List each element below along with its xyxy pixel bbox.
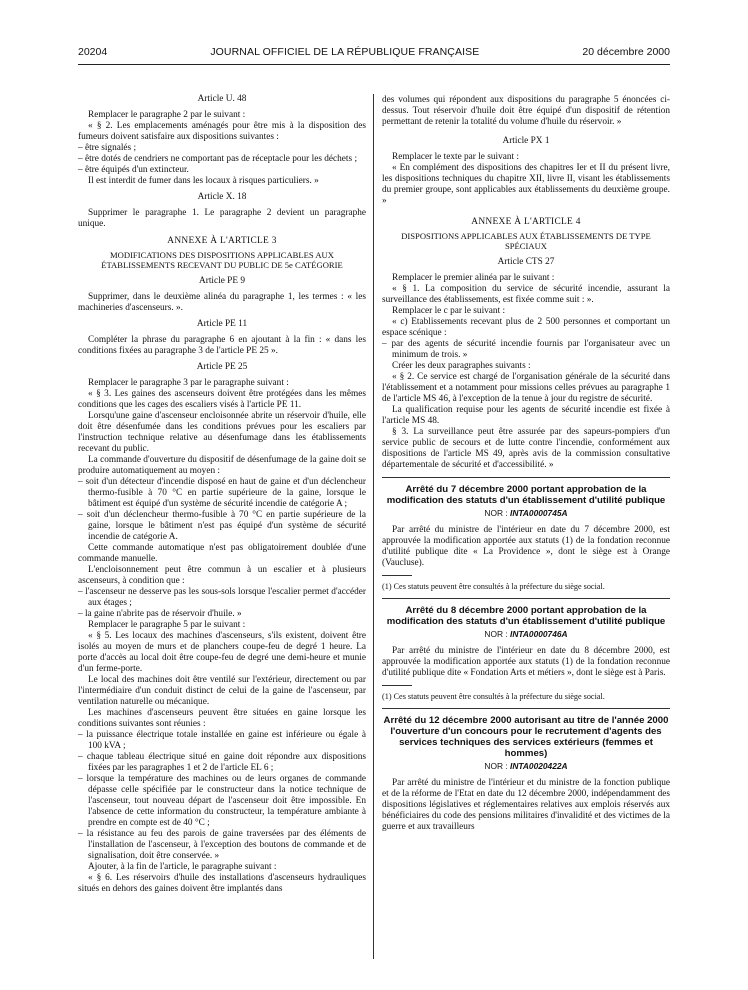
list-item: – l'ascenseur ne desserve pas les sous-sols lorsque l'escalier permet d'accéder aux étages ;	[78, 587, 366, 608]
paragraph: Par arrêté du ministre de l'intérieur en date du 8 décembre 2000, est approuvée la modification apportée aux statuts (1) de la fondation reconnue d'utilité publique dite « Fondation Arts et métiers », dont le siège est à Paris.	[382, 646, 670, 678]
paragraph: « § 1. La composition du service de sécurité incendie, assurant la surveillance des établissements, est fixée comme suit : ».	[382, 284, 670, 305]
list-item: – lorsque la température des machines ou de leurs organes de commande dépasse celle spécifiée par le constructeur dans la notice technique de l'ascenseur, tout nouveau départ de l'ascenseur doit être impossible. En l'absence de cette information du constructeur, la température ambiante à prendre en compte est de 40 °C ;	[78, 774, 366, 828]
list-item: – la puissance électrique totale installée en gaine est inférieure ou égale à 100 kVA ;	[78, 730, 366, 751]
nor-code: INTA0020422A	[510, 761, 568, 771]
footnote: (1) Ces statuts peuvent être consultés à la préfecture du siège social.	[382, 692, 605, 701]
page-number: 20204	[78, 46, 108, 58]
paragraph: La commande d'ouverture du dispositif de désenfumage de la gaine doit se produire automatiquement au moyen :	[78, 455, 366, 476]
arrete-2-title: Arrêté du 8 décembre 2000 portant approbation de la modification des statuts d'un établissement d'utilité publique	[386, 605, 666, 627]
column-divider	[373, 94, 374, 959]
paragraph: Le local des machines doit être ventilé sur l'extérieur, directement ou par l'intermédiaire d'un conduit distinct de celui de la gaine de l'ascenseur, par ventilation naturelle ou mécanique.	[78, 675, 366, 707]
paragraph: Créer les deux paragraphes suivants :	[392, 361, 531, 371]
paragraph: « § 6. Les réservoirs d'huile des installations d'ascenseurs hydrauliques situés en dehors des gaines doivent être implantés dans	[78, 873, 366, 894]
list-item: – être dotés de cendriers ne comportant pas de réceptacle pour les déchets ;	[78, 154, 358, 164]
nor-label: NOR :	[484, 508, 508, 518]
list-item: – soit d'un détecteur d'incendie disposé en haut de gaine et d'un déclencheur thermo-fusible à 70 °C en partie supérieure de la gaine, lorsque le bâtiment est équipé d'un système de sécurité incendie de catégorie A ;	[78, 477, 366, 509]
paragraph: Remplacer le texte par le suivant :	[392, 152, 520, 162]
paragraph: Par arrêté du ministre de l'intérieur en date du 7 décembre 2000, est approuvée la modification apportée aux statuts (1) de la fondation reconnue d'utilité publique dite « La Providence », dont le siège est à Orange (Vaucluse).	[382, 525, 670, 568]
header-rule	[78, 64, 670, 65]
arrete-1-title: Arrêté du 7 décembre 2000 portant approbation de la modification des statuts d'un établissement d'utilité publique	[386, 484, 666, 506]
list-item: – la résistance au feu des parois de gaine traversées par des éléments de l'installation de l'ascenseur, à l'exception des boutons de commande et de signalisation, doit être conservée. »	[78, 829, 366, 861]
section-separator	[382, 708, 670, 709]
section-separator	[382, 598, 670, 599]
article-pe25-title: Article PE 25	[196, 362, 248, 372]
paragraph: « § 5. Les locaux des machines d'ascenseurs, s'ils existent, doivent être isolés au moyen de murs et de planchers coupe-feu de degré 1 heure. La porte d'accès au local doit être coupe-feu de degré une demi-heure et munie d'un ferme-porte.	[78, 631, 366, 674]
paragraph: Il est interdit de fumer dans les locaux à risques particuliers. »	[88, 176, 319, 186]
list-item: – chaque tableau électrique situé en gaine doit répondre aux dispositions fixées par les paragraphes 1 et 2 de l'article EL 6 ;	[78, 752, 366, 773]
nor-label: NOR :	[484, 629, 508, 639]
page-header	[78, 46, 670, 62]
list-item: – par des agents de sécurité incendie fournis par l'organisateur avec un minimum de trois. »	[382, 339, 670, 360]
nor-code: INTA0000746A	[510, 629, 568, 639]
issue-date: 20 décembre 2000	[582, 46, 670, 58]
paragraph: « § 2. Ce service est chargé de l'organisation générale de la sécurité dans l'établissement et a notamment pour missions celles prévues au paragraphe 1 de l'article MS 46, à l'exception de la tenue à jour du registre de sécurité.	[382, 372, 670, 404]
paragraph: Par arrêté du ministre de l'intérieur et du ministre de la fonction publique et de la réforme de l'Etat en date du 12 décembre 2000, indépendamment des dispositions législatives et réglementaires relatives aux emplois réservés aux bénéficiaires du code des pensions militaires d'invalidité et des victimes de la guerre et aux travailleurs	[382, 778, 670, 832]
annexe-3-title: ANNEXE À L'ARTICLE 3	[167, 236, 277, 246]
paragraph: Les machines d'ascenseurs peuvent être situées en gaine lorsque les conditions suivantes sont réunies :	[78, 708, 366, 729]
paragraph: Lorsqu'une gaine d'ascenseur encloisonnée abrite un réservoir d'huile, elle doit être désenfumée dans les conditions prévues pour les escaliers par l'instruction technique relative au désenfumage dans les établissements recevant du public.	[78, 411, 366, 454]
article-x18-title: Article X. 18	[197, 192, 247, 202]
list-item: – être équipés d'un extincteur.	[78, 165, 189, 175]
nor-reference	[382, 761, 670, 772]
article-pe9-title: Article PE 9	[199, 276, 245, 286]
annexe-4-title: ANNEXE À L'ARTICLE 4	[471, 217, 581, 227]
nor-reference	[382, 508, 670, 519]
paragraph: L'encloisonnement peut être commun à un escalier et à plusieurs ascenseurs, à condition que :	[78, 565, 366, 586]
list-item: – être signalés ;	[78, 143, 137, 153]
arrete-3-title: Arrêté du 12 décembre 2000 autorisant au titre de l'année 2000 l'ouverture d'un concours pour le recrutement d'agents des services techniques des services extérieurs (femmes et hommes)	[383, 715, 669, 759]
footnote-rule	[382, 685, 412, 686]
paragraph: Supprimer, dans le deuxième alinéa du paragraphe 1, les termes : « les machineries d'ascenseurs. ».	[78, 292, 366, 313]
article-px1-title: Article PX 1	[502, 136, 550, 146]
right-column	[382, 95, 670, 833]
list-item: – soit d'un déclencheur thermo-fusible à 70 °C en partie supérieure de la gaine, lorsque le bâtiment n'est pas équipé d'un système de sécurité incendie de catégorie A.	[78, 510, 366, 542]
annexe-3-subtitle: MODIFICATIONS DES DISPOSITIONS APPLICABLES AUX ÉTABLISSEMENTS RECEVANT DU PUBLIC DE 5e CATÉGORIE	[101, 250, 343, 270]
footnote: (1) Ces statuts peuvent être consultés à la préfecture du siège social.	[382, 582, 605, 591]
left-column	[78, 94, 366, 895]
section-separator	[382, 477, 670, 478]
footnote-rule	[382, 575, 412, 576]
article-u48-title: Article U. 48	[197, 94, 247, 104]
paragraph: « § 3. Les gaines des ascenseurs doivent être protégées dans les mêmes conditions que les cages des escaliers visés à l'article PE 11.	[78, 389, 366, 410]
nor-label: NOR :	[484, 761, 508, 771]
paragraph: Remplacer le c par le suivant :	[392, 306, 506, 316]
article-pe11-title: Article PE 11	[196, 319, 248, 329]
paragraph: Remplacer le paragraphe 3 par le paragraphe suivant :	[88, 378, 289, 388]
paragraph: « § 2. Les emplacements aménagés pour être mis à la disposition des fumeurs doivent satisfaire aux dispositions suivantes :	[78, 121, 366, 142]
article-cts27-title: Article CTS 27	[497, 257, 555, 267]
nor-reference	[382, 629, 670, 640]
paragraph: Cette commande automatique n'est pas obligatoirement doublée d'une commande manuelle.	[78, 543, 366, 564]
paragraph: Supprimer le paragraphe 1. Le paragraphe 2 devient un paragraphe unique.	[78, 208, 366, 229]
paragraph: Remplacer le paragraphe 2 par le suivant :	[88, 110, 246, 120]
list-item: – la gaine n'abrite pas de réservoir d'huile. »	[78, 609, 242, 619]
journal-title: JOURNAL OFFICIEL DE LA RÉPUBLIQUE FRANÇAISE	[210, 46, 480, 58]
paragraph: « En complément des dispositions des chapitres Ier et II du présent livre, les dispositions techniques du chapitre XII, livre II, visant les établissements du premier groupe, sont applicables aux établissements du deuxième groupe. »	[382, 163, 670, 206]
paragraph: La qualification requise pour les agents de sécurité incendie est fixée à l'article MS 48.	[382, 405, 670, 426]
paragraph: Ajouter, à la fin de l'article, le paragraphe suivant :	[88, 862, 277, 872]
paragraph: « c) Etablissements recevant plus de 2 500 personnes et comportant un espace scénique :	[382, 317, 670, 338]
paragraph: Remplacer le premier alinéa par le suivant :	[392, 273, 555, 283]
paragraph: Compléter la phrase du paragraphe 6 en ajoutant à la fin : « dans les conditions fixées au paragraphe 3 de l'article PE 25 ».	[78, 335, 366, 356]
paragraph: § 3. La surveillance peut être assurée par des sapeurs-pompiers d'un service public de secours et de lutte contre l'incendie, conformément aux dispositions de l'article MS 49, après avis de la commission consultative départementale de sécurité et d'accessibilité. »	[382, 427, 670, 470]
nor-code: INTA0000745A	[510, 508, 568, 518]
paragraph: Remplacer le paragraphe 5 par le suivant :	[88, 620, 246, 630]
annexe-4-subtitle: DISPOSITIONS APPLICABLES AUX ÉTABLISSEMENTS DE TYPE SPÉCIAUX	[401, 231, 651, 251]
continuation-paragraph: des volumes qui répondent aux dispositions du paragraphe 5 énoncées ci-dessus. Tout réservoir d'huile doit être équipé d'un dispositif de rétention permettant de retenir la totalité du volume d'huile du réservoir. »	[382, 95, 670, 127]
